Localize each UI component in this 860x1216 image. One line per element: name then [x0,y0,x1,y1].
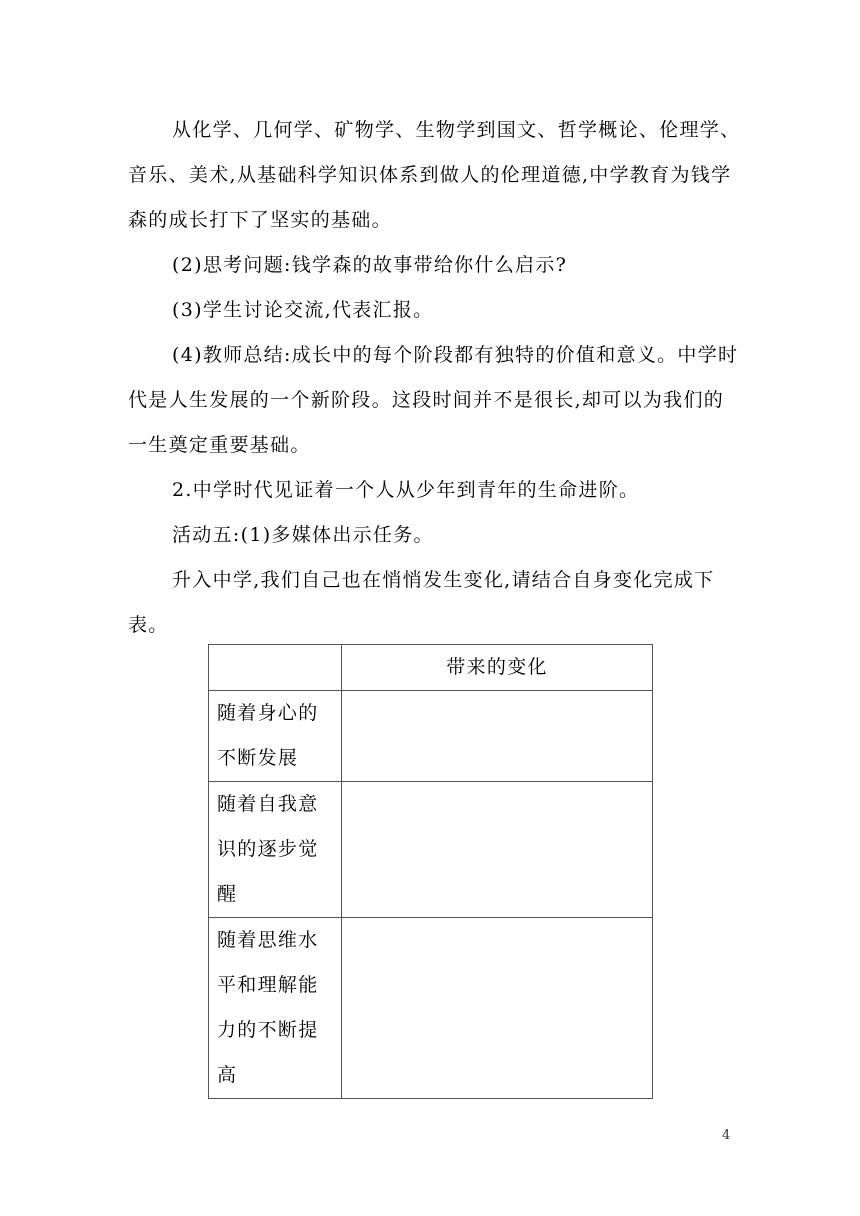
table-row [209,918,653,1099]
table-row [209,691,653,782]
row-label-cell [209,782,342,918]
instruction-line: 升入中学,我们自己也在悄悄发生变化,请结合自身变化完成下 [172,569,715,591]
row-label-line: 随着自我意 [217,793,319,815]
section-heading: 2.中学时代见证着一个人从少年到青年的生命进阶。 [172,479,640,501]
row-label-cell [209,691,342,782]
paragraph-line: 音乐、美术,从基础科学知识体系到做人的伦理道德,中学教育为钱学 [128,164,732,186]
activity-line: 活动五:(1)多媒体出示任务。 [172,524,434,546]
summary-line: (4)教师总结:成长中的每个阶段都有独特的价值和意义。中学时 [172,344,739,366]
table-header-row [209,645,653,691]
summary-line: 一生奠定重要基础。 [128,434,311,456]
row-label-line: 醒 [217,883,238,905]
row-label-cell [209,918,342,1099]
changes-table [208,644,653,1099]
table-header-cell: 带来的变化 [342,645,653,691]
row-label-line: 随着身心的 [217,702,319,724]
discussion-line: (3)学生讨论交流,代表汇报。 [172,299,434,321]
table-row [209,782,653,918]
row-label-line: 识的逐步觉 [217,838,319,860]
row-label-line: 力的不断提 [217,1019,319,1041]
document-body [128,108,742,648]
summary-line: 代是人生发展的一个新阶段。这段时间并不是很长,却可以为我们的 [128,389,725,411]
page-number: 4 [722,1128,731,1143]
paragraph-line: 从化学、几何学、矿物学、生物学到国文、哲学概论、伦理学、 [172,119,741,141]
row-value-cell[interactable] [342,691,653,782]
question-line: (2)思考问题:钱学森的故事带给你什么启示? [172,254,568,276]
table-header-cell [209,645,342,691]
row-label-line: 高 [217,1064,238,1086]
row-label-line: 不断发展 [217,747,299,769]
row-label-line: 随着思维水 [217,929,319,951]
instruction-line: 表。 [128,614,169,636]
paragraph-line: 森的成长打下了坚实的基础。 [128,209,392,231]
row-value-cell[interactable] [342,782,653,918]
row-label-line: 平和理解能 [217,974,319,996]
row-value-cell[interactable] [342,918,653,1099]
